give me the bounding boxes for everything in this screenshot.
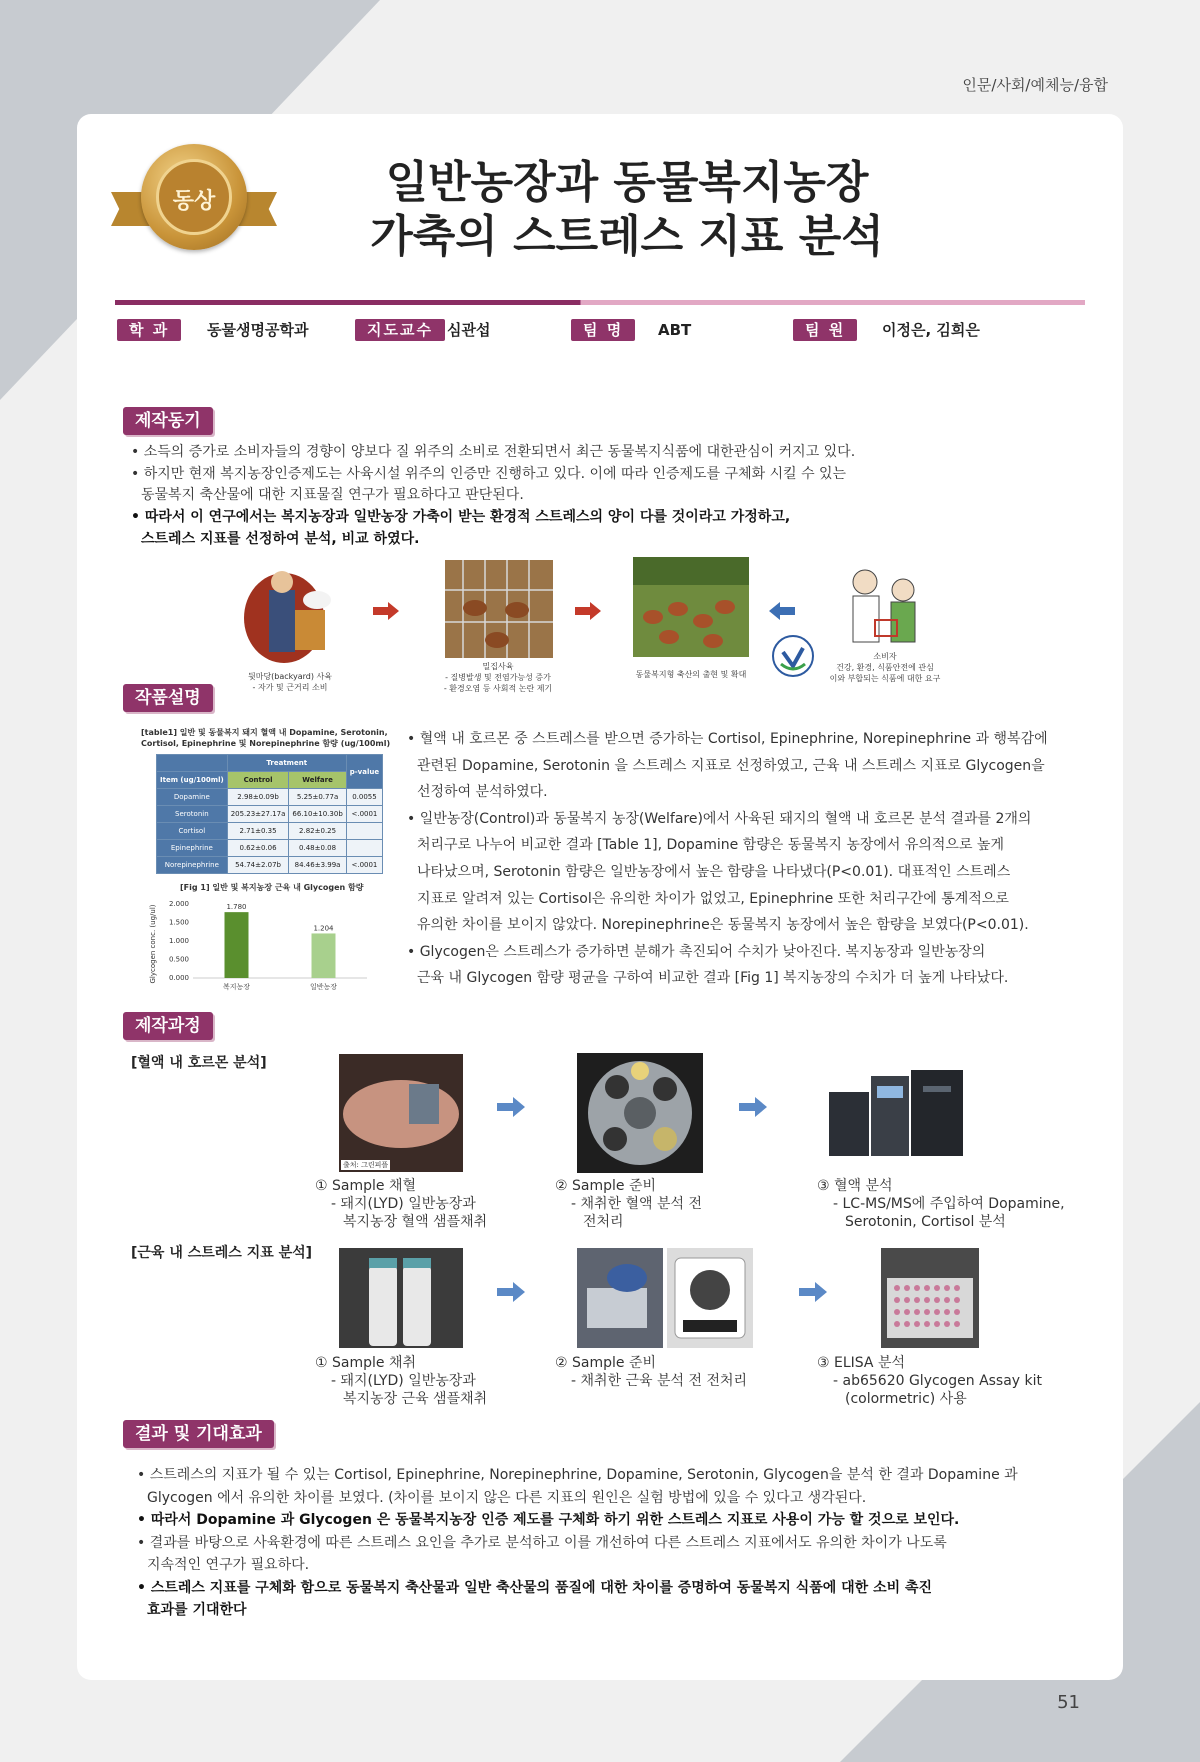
members-tag: 팀 원 <box>793 319 857 341</box>
motivation-bullet-2a: • 하지만 현재 복지농장인증제도는 사육시설 위주의 인증만 진행하고 있다. 이에 따라 인증제도를 구체화 시킬 수 있는 <box>131 466 847 482</box>
chart-data-label: 1.204 <box>313 924 334 933</box>
blood-step-1 <box>315 1177 487 1231</box>
motivation-bullet-3a: • 따라서 이 연구에서는 복지농장과 일반농장 가축이 받는 환경적 스트레스의 양이 다를 것이라고 가정하고, <box>131 509 791 525</box>
muscle-step-2-desc: - 채취한 근육 분석 전 전처리 <box>571 1373 748 1389</box>
hormone-table <box>156 754 383 874</box>
glycogen-bar-chart <box>147 894 377 994</box>
table-row <box>157 789 383 806</box>
table-cell-welfare: 84.46±3.99a <box>289 857 346 874</box>
flow-caption-1b: - 자가 및 근거리 소비 <box>252 683 328 692</box>
chart-bar <box>312 933 336 978</box>
results-bullet-1b: Glycogen 에서 유의한 차이를 보였다. (차이를 보이지 않은 다른 지표의 원인은 실험 방법에 있을 수 있다고 생각된다. <box>147 1489 867 1506</box>
flow-caption-2a: 밀집사육 <box>482 662 514 671</box>
motivation-bullet-3b: 스트레스 지표를 선정하여 분석, 비교 하였다. <box>141 531 420 547</box>
muscle-sample-tubes-photo <box>339 1248 463 1348</box>
table-cell-welfare: 66.10±10.30b <box>289 806 346 823</box>
table-row <box>157 840 383 857</box>
backyard-farming-illustration <box>239 560 341 668</box>
process-arrow-4-icon <box>799 1282 827 1302</box>
poster-title <box>307 156 947 264</box>
description-p3-line1: • Glycogen은 스트레스가 증가하면 분해가 촉진되어 수치가 낮아진다. 복지농장과 일반농장의 <box>407 943 986 960</box>
figure-title: [Fig 1] 일반 및 복지농장 근육 내 Glycogen 함량 <box>180 883 364 892</box>
table-cell-welfare: 5.25±0.77a <box>289 789 346 806</box>
motivation-bullet-1: • 소득의 증가로 소비자들의 경향이 양보다 질 위주의 소비로 전환되면서 최근 동물복지식품에 대한관심이 커지고 있다. <box>131 444 856 460</box>
chart-ytick-label: 1.500 <box>168 918 189 927</box>
section-process-heading: 제작과정 <box>123 1012 213 1040</box>
table-row <box>157 806 383 823</box>
process-arrow-1-icon <box>497 1097 525 1117</box>
elisa-plate-photo <box>881 1248 979 1348</box>
description-p2-line1: • 일반농장(Control)과 동물복지 농장(Welfare)에서 사육된 돼지의 혈액 내 호르몬 분석 결과를 2개의 <box>407 810 1032 827</box>
chart-bar <box>225 912 249 978</box>
blood-step-3-desc-b: Serotonin, Cortisol 분석 <box>845 1214 1006 1230</box>
section-results-heading: 결과 및 기대효과 <box>123 1420 274 1448</box>
chart-ytick-label: 0.500 <box>168 955 189 964</box>
muscle-step-3-desc-a: - ab65620 Glycogen Assay kit <box>833 1373 1043 1389</box>
blood-step-2-desc-b: 전처리 <box>583 1214 624 1230</box>
muscle-step-3 <box>817 1354 1042 1408</box>
medal-label: 동상 <box>172 189 216 214</box>
blood-step-1-desc-b: 복지농장 혈액 샘플채취 <box>343 1214 488 1230</box>
process-subheading-blood: [혈액 내 호르몬 분석] <box>131 1055 267 1071</box>
table-cell-pvalue <box>346 823 382 840</box>
motivation-bullet-2b: 동물복지 축산물에 대한 지표물질 연구가 필요하다고 판단된다. <box>141 487 524 503</box>
flow-caption-1 <box>225 671 355 693</box>
description-p2-line5: 유의한 차이를 보이지 않았다. Norepinephrine은 동물복지 농장에서 높은 함량을 보였다(P<0.01). <box>417 917 1029 934</box>
muscle-step-2-title: ② Sample 준비 <box>555 1355 656 1371</box>
team-name-tag: 팀 명 <box>571 319 635 341</box>
chart-ylabel: Glycogen conc. (ug/ul) <box>149 904 157 984</box>
arrow-left-blue-icon <box>769 602 795 620</box>
medal-inner <box>156 159 232 235</box>
chart-category-label: 일반농장 <box>309 983 338 991</box>
muscle-step-1-desc-a: - 돼지(LYD) 일반농장과 <box>331 1373 476 1389</box>
chart-data-label: 1.780 <box>226 903 247 912</box>
blood-step-1-title: ① Sample 채혈 <box>315 1178 416 1194</box>
chart-category-label: 복지농장 <box>222 983 251 991</box>
blood-step-3-desc-a: - LC-MS/MS에 주입하여 Dopamine, <box>833 1196 1065 1212</box>
table-cell-control: 54.74±2.07b <box>227 857 289 874</box>
consumers-illustration <box>839 560 931 656</box>
flow-caption-3: 동물복지형 축산의 출현 및 확대 <box>635 670 747 679</box>
chart-ytick-label: 2.000 <box>168 900 189 908</box>
table-cell-pvalue: <.0001 <box>346 806 382 823</box>
homogenizer-photo <box>667 1248 753 1348</box>
flow-caption-2c: - 환경오염 등 사회적 논란 제기 <box>443 684 553 693</box>
muscle-step-1-title: ① Sample 채취 <box>315 1355 416 1371</box>
chart-ytick-label: 1.000 <box>168 937 189 945</box>
page-number: 51 <box>1057 1692 1080 1713</box>
muscle-step-1 <box>315 1354 487 1408</box>
description-p2-line2: 처리구로 나누어 비교한 결과 [Table 1], Dopamine 함량은 동물복지 농장에서 유의적으로 높게 <box>417 837 1004 854</box>
description-paragraphs <box>407 726 1107 992</box>
centrifuge-rotor-photo <box>577 1053 703 1173</box>
table-welfare-header: Welfare <box>289 772 346 789</box>
lc-ms-instrument-photo <box>827 1062 967 1162</box>
flow-caption-4b: 건강, 환경, 식품안전에 관심 <box>836 663 934 672</box>
table-cell-welfare: 0.48±0.08 <box>289 840 346 857</box>
section-motivation-heading: 제작동기 <box>123 407 213 435</box>
flow-caption-4 <box>817 651 953 684</box>
blood-step-2-title: ② Sample 준비 <box>555 1178 656 1194</box>
table-cell-welfare: 2.82±0.25 <box>289 823 346 840</box>
poster-card <box>77 114 1123 1680</box>
table-row <box>157 823 383 840</box>
table-row-label: Norepinephrine <box>157 857 228 874</box>
description-p2-line3: 나타났으며, Serotonin 함량은 일반농장에서 높은 함량을 나타냈다(P<0.01). 대표적인 스트레스 <box>417 863 1011 880</box>
description-p1-line1: • 혈액 내 호르몬 중 스트레스를 받으면 증가하는 Cortisol, Epinephrine, Norepinephrine 과 행복감에 <box>407 731 1048 747</box>
table-row-label: Serotonin <box>157 806 228 823</box>
blood-step-3 <box>817 1177 1065 1231</box>
results-bullet-4b: 효과를 기대한다 <box>147 1602 247 1618</box>
team-name-value: ABT <box>658 321 692 339</box>
chart-ytick-label: 0.000 <box>168 974 189 982</box>
description-p1-line3: 선정하여 분석하였다. <box>417 784 548 801</box>
process-arrow-3-icon <box>497 1282 525 1302</box>
arrow-right-red-2-icon <box>575 602 601 620</box>
title-line-2: 가축의 스트레스 지표 분석 <box>370 211 884 262</box>
table-item-header: Item (ug/100ml) <box>157 772 228 789</box>
flow-caption-4a: 소비자 <box>873 652 897 661</box>
blood-step-2 <box>555 1177 702 1231</box>
title-line-1: 일반농장과 동물복지농장 <box>385 157 869 208</box>
table-cell-control: 2.71±0.35 <box>227 823 289 840</box>
members-value: 이정은, 김희은 <box>882 321 980 339</box>
professor-value: 심관섭 <box>447 321 491 339</box>
welfare-certification-logo-icon <box>771 634 815 678</box>
table-cell-control: 2.98±0.09b <box>227 789 289 806</box>
table-title-b: Cortisol, Epinephrine 및 Norepinephrine 함량 (ug/100ml) <box>141 739 391 748</box>
table-title-a: [table1] 일반 및 동물복지 돼지 혈액 내 Dopamine, Serotonin, <box>141 728 388 737</box>
dept-value: 동물생명공학과 <box>207 321 309 339</box>
flow-caption-2 <box>433 661 563 694</box>
muscle-step-2 <box>555 1354 747 1390</box>
table-cell-pvalue <box>346 840 382 857</box>
table-row-label: Cortisol <box>157 823 228 840</box>
table-row-label: Dopamine <box>157 789 228 806</box>
muscle-step-1-desc-b: 복지농장 근육 샘플채취 <box>343 1391 488 1407</box>
medal-disc <box>141 144 247 250</box>
title-underline <box>115 300 1085 305</box>
results-bullet-2: • 따라서 Dopamine 과 Glycogen 은 동물복지농장 인증 제도를 구체화 하기 위한 스트레스 지표로 사용이 가능 할 것으로 보인다. <box>137 1512 960 1528</box>
sample-prep-photo <box>577 1248 663 1348</box>
flow-caption-2b: - 질병발생 및 전염가능성 증가 <box>445 673 551 682</box>
professor-tag: 지도교수 <box>355 319 445 341</box>
muscle-step-3-desc-b: (colormetric) 사용 <box>845 1391 967 1407</box>
results-bullet-4a: • 스트레스 지표를 구체화 함으로 동물복지 축산물과 일반 축산물의 품질에 대한 차이를 증명하여 동물복지 식품에 대한 소비 촉진 <box>137 1579 933 1596</box>
table-cell-control: 205.23±27.17a <box>227 806 289 823</box>
results-bullets <box>137 1464 1097 1622</box>
blood-step-1-desc-a: - 돼지(LYD) 일반농장과 <box>331 1196 476 1212</box>
table-cell-control: 0.62±0.06 <box>227 840 289 857</box>
dept-tag: 학 과 <box>117 319 181 341</box>
results-bullet-1a: • 스트레스의 지표가 될 수 있는 Cortisol, Epinephrine, Norepinephrine, Dopamine, Serotonin, Glycogen을 분석 한 결과 Dopamine 과 <box>137 1467 1018 1483</box>
section-description-heading: 작품설명 <box>123 684 213 712</box>
arrow-right-red-1-icon <box>373 602 399 620</box>
blood-step-3-title: ③ 혈액 분석 <box>817 1178 893 1194</box>
blood-step-2-desc-a: - 채취한 혈액 분석 전 <box>571 1196 703 1212</box>
flow-caption-4c: 이와 부합되는 식품에 대한 요구 <box>829 674 941 683</box>
results-bullet-3b: 지속적인 연구가 필요하다. <box>147 1557 310 1573</box>
flow-caption-1a: 뒷마당(backyard) 사육 <box>247 672 332 681</box>
description-p3-line2: 근육 내 Glycogen 함량 평균을 구하여 비교한 결과 [Fig 1] 복지농장의 수치가 더 높게 나타났다. <box>417 970 1009 987</box>
table-cell-pvalue: <.0001 <box>346 857 382 874</box>
table-title <box>141 727 390 749</box>
results-bullet-3a: • 결과를 바탕으로 사육환경에 따른 스트레스 요인을 추가로 분석하고 이를 개선하여 다른 스트레스 지표에서도 유의한 차이가 나도록 <box>137 1534 947 1551</box>
table-item-corner <box>157 755 228 772</box>
photo-credit: 출처: 그린피플 <box>343 1161 389 1169</box>
table-pvalue-header: p-value <box>346 755 382 789</box>
table-row <box>157 857 383 874</box>
process-subheading-muscle: [근육 내 스트레스 지표 분석] <box>131 1245 313 1261</box>
category-label: 인문/사회/예체능/융합 <box>962 76 1108 94</box>
process-arrow-2-icon <box>739 1097 767 1117</box>
description-p1-line2: 관련된 Dopamine, Serotonin 을 스트레스 지표로 선정하였고, 근육 내 스트레스 지표로 Glycogen을 <box>417 757 1045 774</box>
table-row-label: Epinephrine <box>157 840 228 857</box>
description-p2-line4: 지표로 알려져 있는 Cortisol은 유의한 차이가 없었고, Epinephrine 또한 처리구간에 통계적으로 <box>417 890 1009 907</box>
free-range-chickens-photo <box>633 557 749 657</box>
table-treatment-header: Treatment <box>227 755 346 772</box>
table-cell-pvalue: 0.0055 <box>346 789 382 806</box>
muscle-step-3-title: ③ ELISA 분석 <box>817 1355 905 1371</box>
blood-sampling-photo <box>339 1054 463 1172</box>
table-control-header: Control <box>227 772 289 789</box>
caged-chickens-photo <box>445 560 553 658</box>
bronze-medal-icon <box>111 144 277 274</box>
